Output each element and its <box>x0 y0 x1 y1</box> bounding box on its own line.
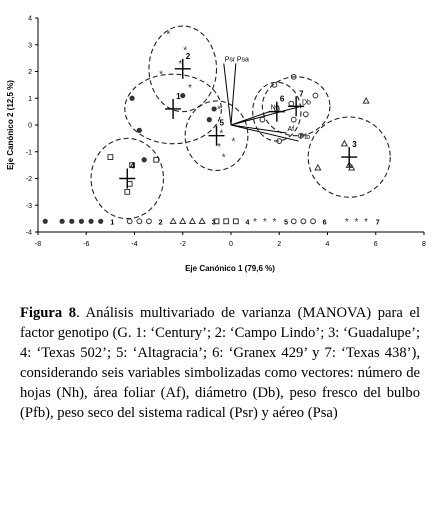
asterisk-point: * <box>216 104 221 116</box>
x-tick-label: 0 <box>229 241 233 248</box>
asterisk-point: * <box>221 152 226 164</box>
x-tick-label: -4 <box>131 241 138 248</box>
open-circle-point <box>291 219 296 224</box>
triangle-point <box>315 165 321 170</box>
strip-group-label: 7 <box>375 219 380 227</box>
vector-line <box>224 63 231 125</box>
open-circle-point <box>137 219 142 224</box>
y-tick-label: 1 <box>28 95 32 103</box>
variable-vectors <box>224 56 311 141</box>
vector-label: Nb <box>270 104 280 112</box>
open-circle-point <box>289 101 294 106</box>
open-circle-point <box>303 112 308 117</box>
filled-circle-point <box>43 219 48 224</box>
group-label: 1 <box>176 91 181 101</box>
asterisk-point: * <box>188 83 192 95</box>
group-label: 5 <box>219 118 224 128</box>
square-point <box>127 181 132 186</box>
x-axis-label: Eje Canónico 1 (79,6 %) <box>185 264 275 273</box>
triangle-point <box>190 218 196 223</box>
asterisk-point: * <box>354 216 359 228</box>
triangle-point <box>199 218 205 223</box>
group-label: 4 <box>130 161 135 171</box>
y-tick-label: -4 <box>25 229 32 237</box>
x-tick-label: 2 <box>277 241 282 248</box>
x-tick-label: 8 <box>422 241 426 248</box>
y-tick-label: -2 <box>25 176 32 183</box>
open-circle-point <box>313 93 318 98</box>
vector-label: Af <box>287 126 295 134</box>
group-label: 3 <box>352 140 357 150</box>
asterisk-point: * <box>219 128 224 140</box>
asterisk-point: * <box>166 29 171 41</box>
strip-group-label: 2 <box>158 219 163 227</box>
triangle-point <box>363 98 369 103</box>
filled-circle-point <box>79 219 84 224</box>
triangle-point <box>180 218 186 223</box>
square-point <box>125 189 130 194</box>
open-circle-point <box>127 219 132 224</box>
filled-circle-point <box>207 117 212 122</box>
y-axis-label: Eje Canónico 2 (12,5 %) <box>6 80 15 170</box>
group-label: 6 <box>279 94 285 104</box>
open-circle-point <box>311 219 316 224</box>
strip-group-label: 3 <box>211 219 216 227</box>
open-circle-point <box>301 219 306 224</box>
x-tick-label: 6 <box>373 241 378 248</box>
asterisk-point: * <box>253 216 258 228</box>
asterisk-point: * <box>272 216 277 228</box>
caption-text: . Análisis multivariado de varianza (MANOVA) para el factor genotipo (G. 1: ‘Century’; 2: ‘Campo Lindo’; 3: ‘Guadalupe’; 4: ‘Texas 502’; 5: ‘Altagracia’; 6: ‘Granex 429’ y 7: ‘Texas 438’), considerando seis variables simbolizadas como vectores: número de hojas (Nh), área foliar (Af), diámetro (Db), peso fresco del bulbo (Pfb), peso seco del sistema radical (Psr) y aéreo (Psa) <box>20 305 420 421</box>
filled-circle-point <box>180 93 185 98</box>
data-points <box>108 30 369 195</box>
x-tick-label: -6 <box>83 241 90 248</box>
vector-label: Psa <box>236 56 249 64</box>
filled-circle-point <box>88 219 93 224</box>
triangle-point <box>170 218 176 223</box>
x-tick-label: -2 <box>179 241 186 248</box>
asterisk-point: * <box>231 136 236 148</box>
filled-circle-point <box>137 128 142 133</box>
figure-caption <box>20 303 420 423</box>
open-circle-point <box>291 117 296 122</box>
y-tick-label: 3 <box>28 42 32 50</box>
bottom-strip <box>43 217 380 228</box>
filled-circle-point <box>142 157 147 162</box>
strip-group-label: 5 <box>284 219 288 227</box>
square-point <box>224 219 229 224</box>
filled-circle-point <box>60 219 65 224</box>
square-point <box>233 219 238 224</box>
filled-circle-point <box>212 106 217 111</box>
y-tick-label: 4 <box>28 15 32 23</box>
triangle-point <box>342 141 348 146</box>
x-tick-label: -8 <box>34 241 42 248</box>
asterisk-point: * <box>183 45 188 57</box>
y-tick-label: -3 <box>25 202 32 210</box>
open-circle-point <box>260 117 265 122</box>
asterisk-point: * <box>216 141 221 153</box>
strip-group-label: 6 <box>322 219 327 227</box>
vector-label: Pfb <box>299 134 311 142</box>
strip-group-label: 4 <box>245 219 250 227</box>
filled-circle-point <box>129 96 134 101</box>
group-label: 2 <box>185 51 191 61</box>
y-tick-label: -1 <box>25 149 32 157</box>
filled-circle-point <box>98 219 103 224</box>
strip-group-label: 1 <box>110 219 115 227</box>
open-circle-point <box>147 219 152 224</box>
x-tick-label: 4 <box>325 241 330 248</box>
asterisk-point: * <box>178 58 183 70</box>
group-centroids <box>119 52 357 189</box>
asterisk-point: * <box>262 216 267 228</box>
asterisk-point: * <box>159 69 163 81</box>
square-point <box>108 155 113 160</box>
group-label: 7 <box>299 89 304 99</box>
y-tick-label: 0 <box>28 122 32 130</box>
vector-label: Db <box>301 99 311 107</box>
vector-label: Psr <box>224 56 236 64</box>
vector-line <box>231 63 236 125</box>
caption-label: Figura 8 <box>20 305 77 321</box>
axis-ticks <box>26 16 426 249</box>
y-tick-label: 2 <box>28 69 32 76</box>
filled-circle-point <box>69 219 74 224</box>
asterisk-point: * <box>344 216 349 228</box>
asterisk-point: * <box>364 216 369 228</box>
